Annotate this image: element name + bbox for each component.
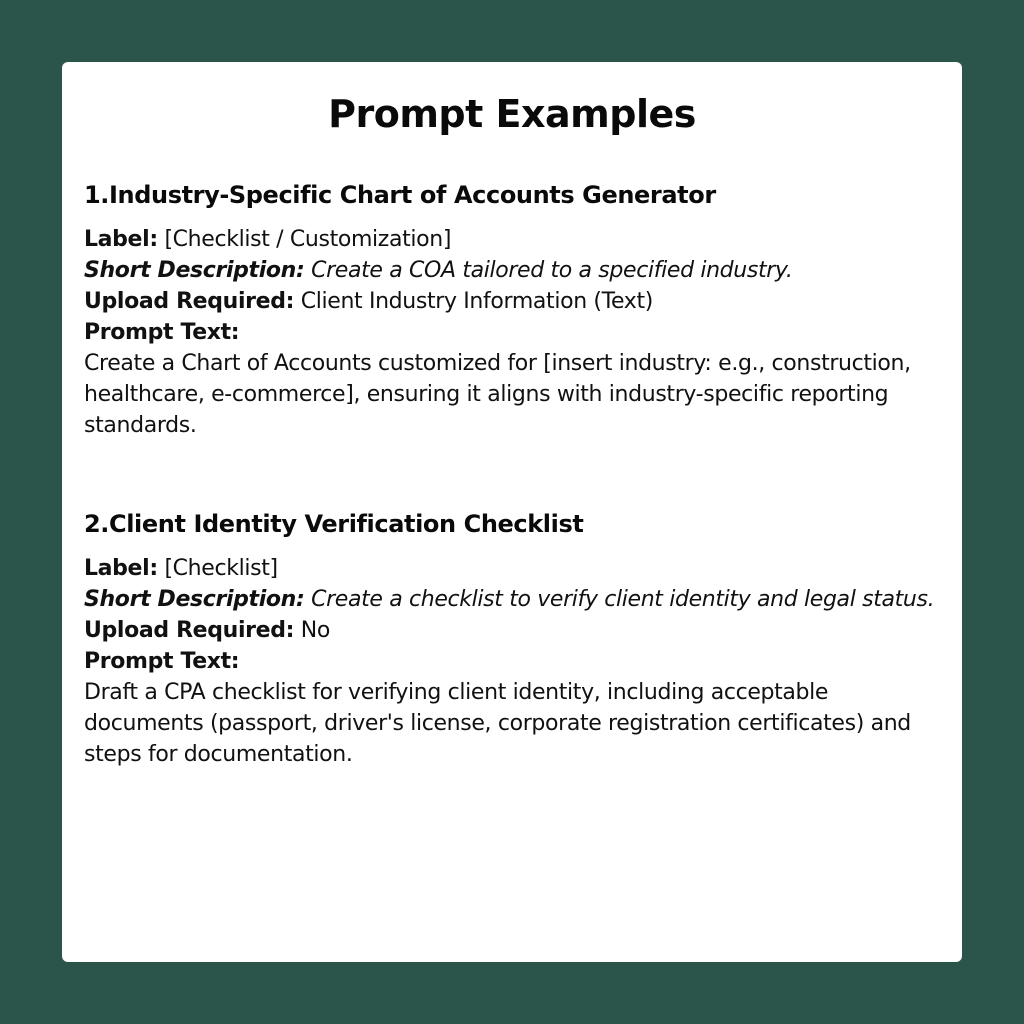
prompt-example-2 <box>84 509 940 770</box>
upload-required-value: No <box>300 618 330 643</box>
upload-required-line <box>84 615 940 646</box>
upload-required-line <box>84 286 940 317</box>
short-description-line <box>84 255 940 286</box>
short-description-value: Create a COA tailored to a specified industry. <box>311 258 793 283</box>
upload-required-value: Client Industry Information (Text) <box>300 289 653 314</box>
upload-required-key: Upload Required: <box>84 618 295 643</box>
short-description-value: Create a checklist to verify client identity and legal status. <box>311 587 935 612</box>
label-key: Label: <box>84 556 158 581</box>
label-value: [Checklist] <box>164 556 278 581</box>
short-description-key: Short Description: <box>84 587 305 612</box>
upload-required-key: Upload Required: <box>84 289 295 314</box>
prompt-text-key: Prompt Text: <box>84 649 240 674</box>
section-title: 1.Industry-Specific Chart of Accounts Generator <box>84 181 716 209</box>
label-value: [Checklist / Customization] <box>164 227 452 252</box>
page-title: Prompt Examples <box>328 92 696 136</box>
label-line <box>84 553 940 584</box>
prompt-text-heading <box>84 646 940 677</box>
prompt-example-1 <box>84 180 940 441</box>
prompt-text-body: Draft a CPA checklist for verifying client identity, including acceptable documents (passport, driver's license, corporate registration certificates) and steps for documentation. <box>84 680 911 767</box>
prompt-text-heading <box>84 317 940 348</box>
content-card <box>62 62 962 962</box>
short-description-key: Short Description: <box>84 258 305 283</box>
label-line <box>84 224 940 255</box>
prompt-text-body: Create a Chart of Accounts customized for [insert industry: e.g., construction, healthcare, e-commerce], ensuring it aligns with industry-specific reporting standards. <box>84 351 911 438</box>
short-description-line <box>84 584 940 615</box>
label-key: Label: <box>84 227 158 252</box>
prompt-text-key: Prompt Text: <box>84 320 240 345</box>
section-title: 2.Client Identity Verification Checklist <box>84 510 584 538</box>
